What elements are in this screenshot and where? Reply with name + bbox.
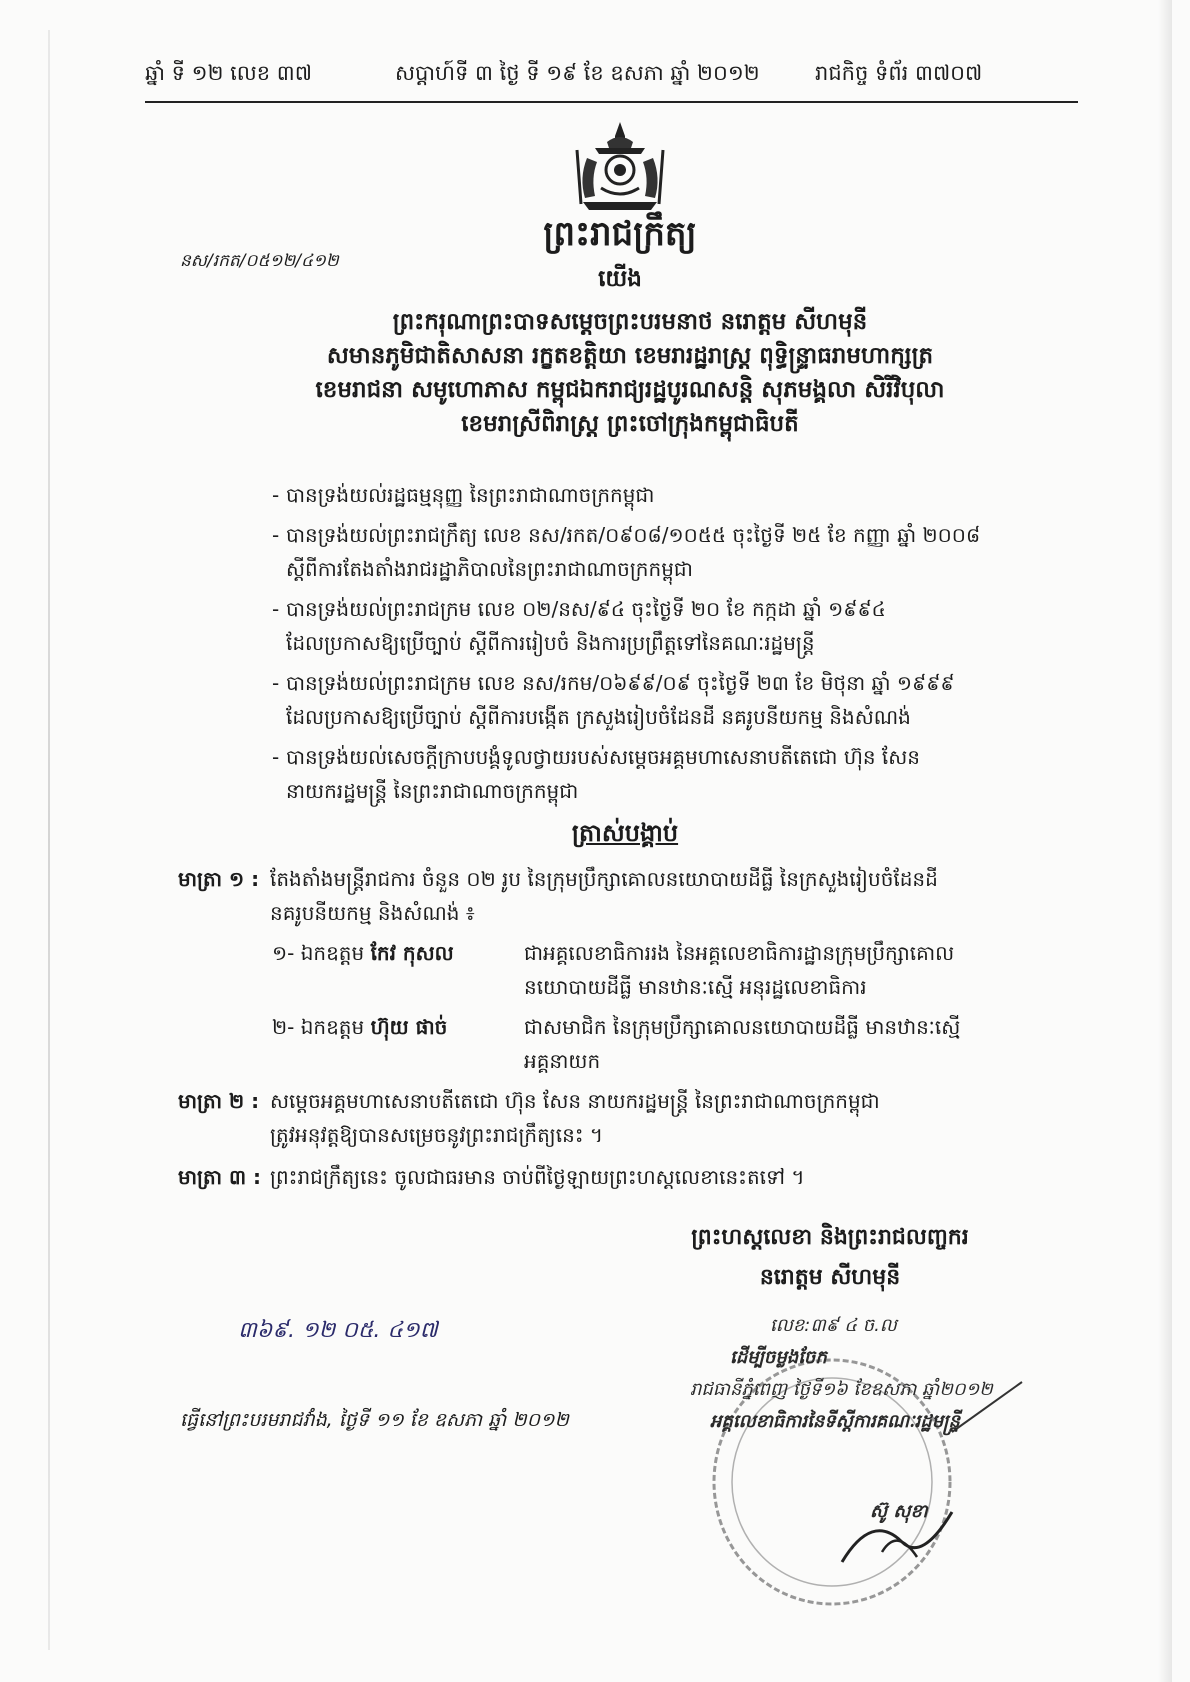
seal-text [690,1310,1050,1528]
reference-number: នស/រកត/០៥១២/៤១២ [180,251,339,271]
preamble-item: - បានទ្រង់យល់រដ្ឋធម្មនុញ្ញ នៃព្រះរាជាណាចក្រកម្ពុជា [272,478,1032,512]
appointee-number: ១- [272,941,295,965]
article-line: ត្រូវអនុវត្តឱ្យបានសម្រេចនូវព្រះរាជក្រឹត្យនេះ ។ [270,1123,604,1147]
appointee-role-line: នយោបាយដីធ្លី មានឋានៈស្មើ អនុរដ្ឋលេខាធិការ [524,975,867,999]
appointee-title: ឯកឧត្តម [300,1015,365,1039]
we-heading: យើង [598,266,642,292]
decree-heading: ត្រាស់បង្គាប់ [571,819,679,847]
preamble-continuation: ស្តីពីការតែងតាំងរាជរដ្ឋាភិបាលនៃព្រះរាជាណាចក្រកម្ពុជា [286,557,693,581]
article-label: មាត្រា ១ : [178,867,260,891]
preamble-item: - បានទ្រង់យល់ព្រះរាជក្រម លេខ ០២/នស/៩៤ ចុះថ្ងៃទី ២០ ខែ កក្កដា ឆ្នាំ ១៩៩៤ [272,592,1032,626]
article-line: ព្រះរាជក្រឹត្យនេះ ចូលជាធរមាន ចាប់ពីថ្ងៃឡាយព្រះហស្តលេខានេះតទៅ ។ [270,1165,805,1189]
appointee-name: ហ៊ុយ ផាច់ [370,1015,448,1039]
preamble-item: - បានទ្រង់យល់ព្រះរាជក្រម លេខ នស/រកម/០៦៩៩/០៩ ចុះថ្ងៃទី ២៣ ខែ មិថុនា ឆ្នាំ ១៩៩៩ [272,666,1032,700]
appointee-name: កែវ កុសល [370,941,454,965]
scan-shadow [1158,0,1172,1682]
appointee-role-line: អគ្គនាយក [524,1049,601,1073]
appointee-1 [272,936,1032,1004]
seal-line: រាជធានីភ្នំពេញ ថ្ងៃទី១៦ ខែឧសភា ឆ្នាំ២០១២ [690,1379,993,1400]
article-1 [178,862,1038,930]
king-title-line: ខេមរាជនា សមូហោភាស កម្ពុជឯករាជ្យរដ្ឋបូរណសន្តិ សុភមង្គលា សិរីវិបុលា [315,377,945,403]
king-title-line: ព្រះករុណាព្រះបាទសម្តេចព្រះបរមនាថ នរោត្តម សីហមុនី [392,309,868,335]
article-line: សម្តេចអគ្គមហាសេនាបតីតេជោ ហ៊ុន សែន នាយករដ្ឋមន្ត្រី នៃព្រះរាជាណាចក្រកម្ពុជា [270,1089,880,1113]
preamble [272,478,1032,808]
scan-edge [48,30,50,1650]
header-rule [145,101,1078,103]
preamble-continuation: ដែលប្រកាសឱ្យប្រើច្បាប់ ស្តីពីការរៀបចំ និងការប្រព្រឹត្តទៅនៃគណៈរដ្ឋមន្ត្រី [286,631,815,655]
signature-caption: ព្រះហស្តលេខា និងព្រះរាជលញ្ចករ [691,1225,969,1250]
appointee-2 [272,1010,1032,1078]
preamble-continuation: នាយករដ្ឋមន្ត្រី នៃព្រះរាជាណាចក្រកម្ពុជា [286,779,579,803]
article-line: នគរូបនីយកម្ម និងសំណង់ ៖ [270,901,475,925]
signer-name: នរោត្តម សីហមុនី [759,1265,901,1290]
king-title-line: សមានភូមិជាតិសាសនា រក្ខតខត្តិយា ខេមរារដ្ឋរាស្ត្រ ពុទ្ធិន្ទ្រាធរាមហាក្សត្រ [326,343,934,369]
royal-signature-block [620,1218,1040,1298]
article-label: មាត្រា ៣ : [178,1165,262,1189]
document-title: ព្រះរាជក្រឹត្យ [543,214,697,254]
appointee-title: ឯកឧត្តម [300,941,365,965]
appointee-number: ២- [272,1015,295,1039]
appointee-role-line: ជាសមាជិក នៃក្រុមប្រឹក្សាគោលនយោបាយដីធ្លី មានឋានៈស្មើ [524,1015,961,1039]
seal-signer-name: ស៊ូ សុខា [870,1501,928,1522]
gazette-header [145,60,1075,100]
header-week-date: សប្តាហ៍ទី ៣ ថ្ងៃ ទី ១៩ ខែ ឧសភា ឆ្នាំ ២០១២ [395,61,760,85]
place-and-date: ធ្វើនៅព្រះបរមរាជវាំង, ថ្ងៃទី ១១ ខែ ឧសភា ឆ្នាំ ២០១២ [180,1409,569,1431]
handwritten-note: ៣៦៩. ១២ ០៥. ៤១៧ [238,1318,438,1343]
preamble-item: - បានទ្រង់យល់សេចក្តីក្រាបបង្គំទូលថ្វាយរបស់សម្តេចអគ្គមហាសេនាបតីតេជោ ហ៊ុន សែន [272,740,1032,774]
seal-line: ដើម្បីចម្លងចែក [730,1347,827,1368]
preamble-item: - បានទ្រង់យល់ព្រះរាជក្រឹត្យ លេខ នស/រកត/០៩០៨/១០៥៥ ចុះថ្ងៃទី ២៥ ខែ កញ្ញា ឆ្នាំ ២០០៨ [272,518,1032,552]
seal-line: លេខ:៣៩ ៤ ច.ល [770,1315,897,1336]
article-3 [178,1160,1038,1194]
header-year-issue: ឆ្នាំ ទី ១២ លេខ ៣៧ [145,61,312,85]
royal-emblem-icon [565,118,675,218]
header-page: រាជកិច្ច ទំព័រ ៣៧០៧ [815,61,983,85]
king-title-line: ខេមរាស្រីពិរាស្ត្រ ព្រះចៅក្រុងកម្ពុជាធិបតី [461,411,799,437]
appointee-role-line: ជាអគ្គលេខាធិការរង នៃអគ្គលេខាធិការដ្ឋានក្រុមប្រឹក្សាគោល [524,941,955,965]
king-titles [240,305,1020,441]
article-2 [178,1084,1038,1152]
preamble-continuation: ដែលប្រកាសឱ្យប្រើច្បាប់ ស្តីពីការបង្កើត ក្រសួងរៀបចំដែនដី នគរូបនីយកម្ម និងសំណង់ [286,705,911,729]
article-line: តែងតាំងមន្ត្រីរាជការ ចំនួន ០២ រូប នៃក្រុមប្រឹក្សាគោលនយោបាយដីធ្លី នៃក្រសួងរៀបចំដែនដី [270,867,938,891]
article-label: មាត្រា ២ : [178,1089,260,1113]
seal-line: អគ្គលេខាធិការនៃទីស្តីការគណៈរដ្ឋមន្ត្រី [710,1411,960,1432]
